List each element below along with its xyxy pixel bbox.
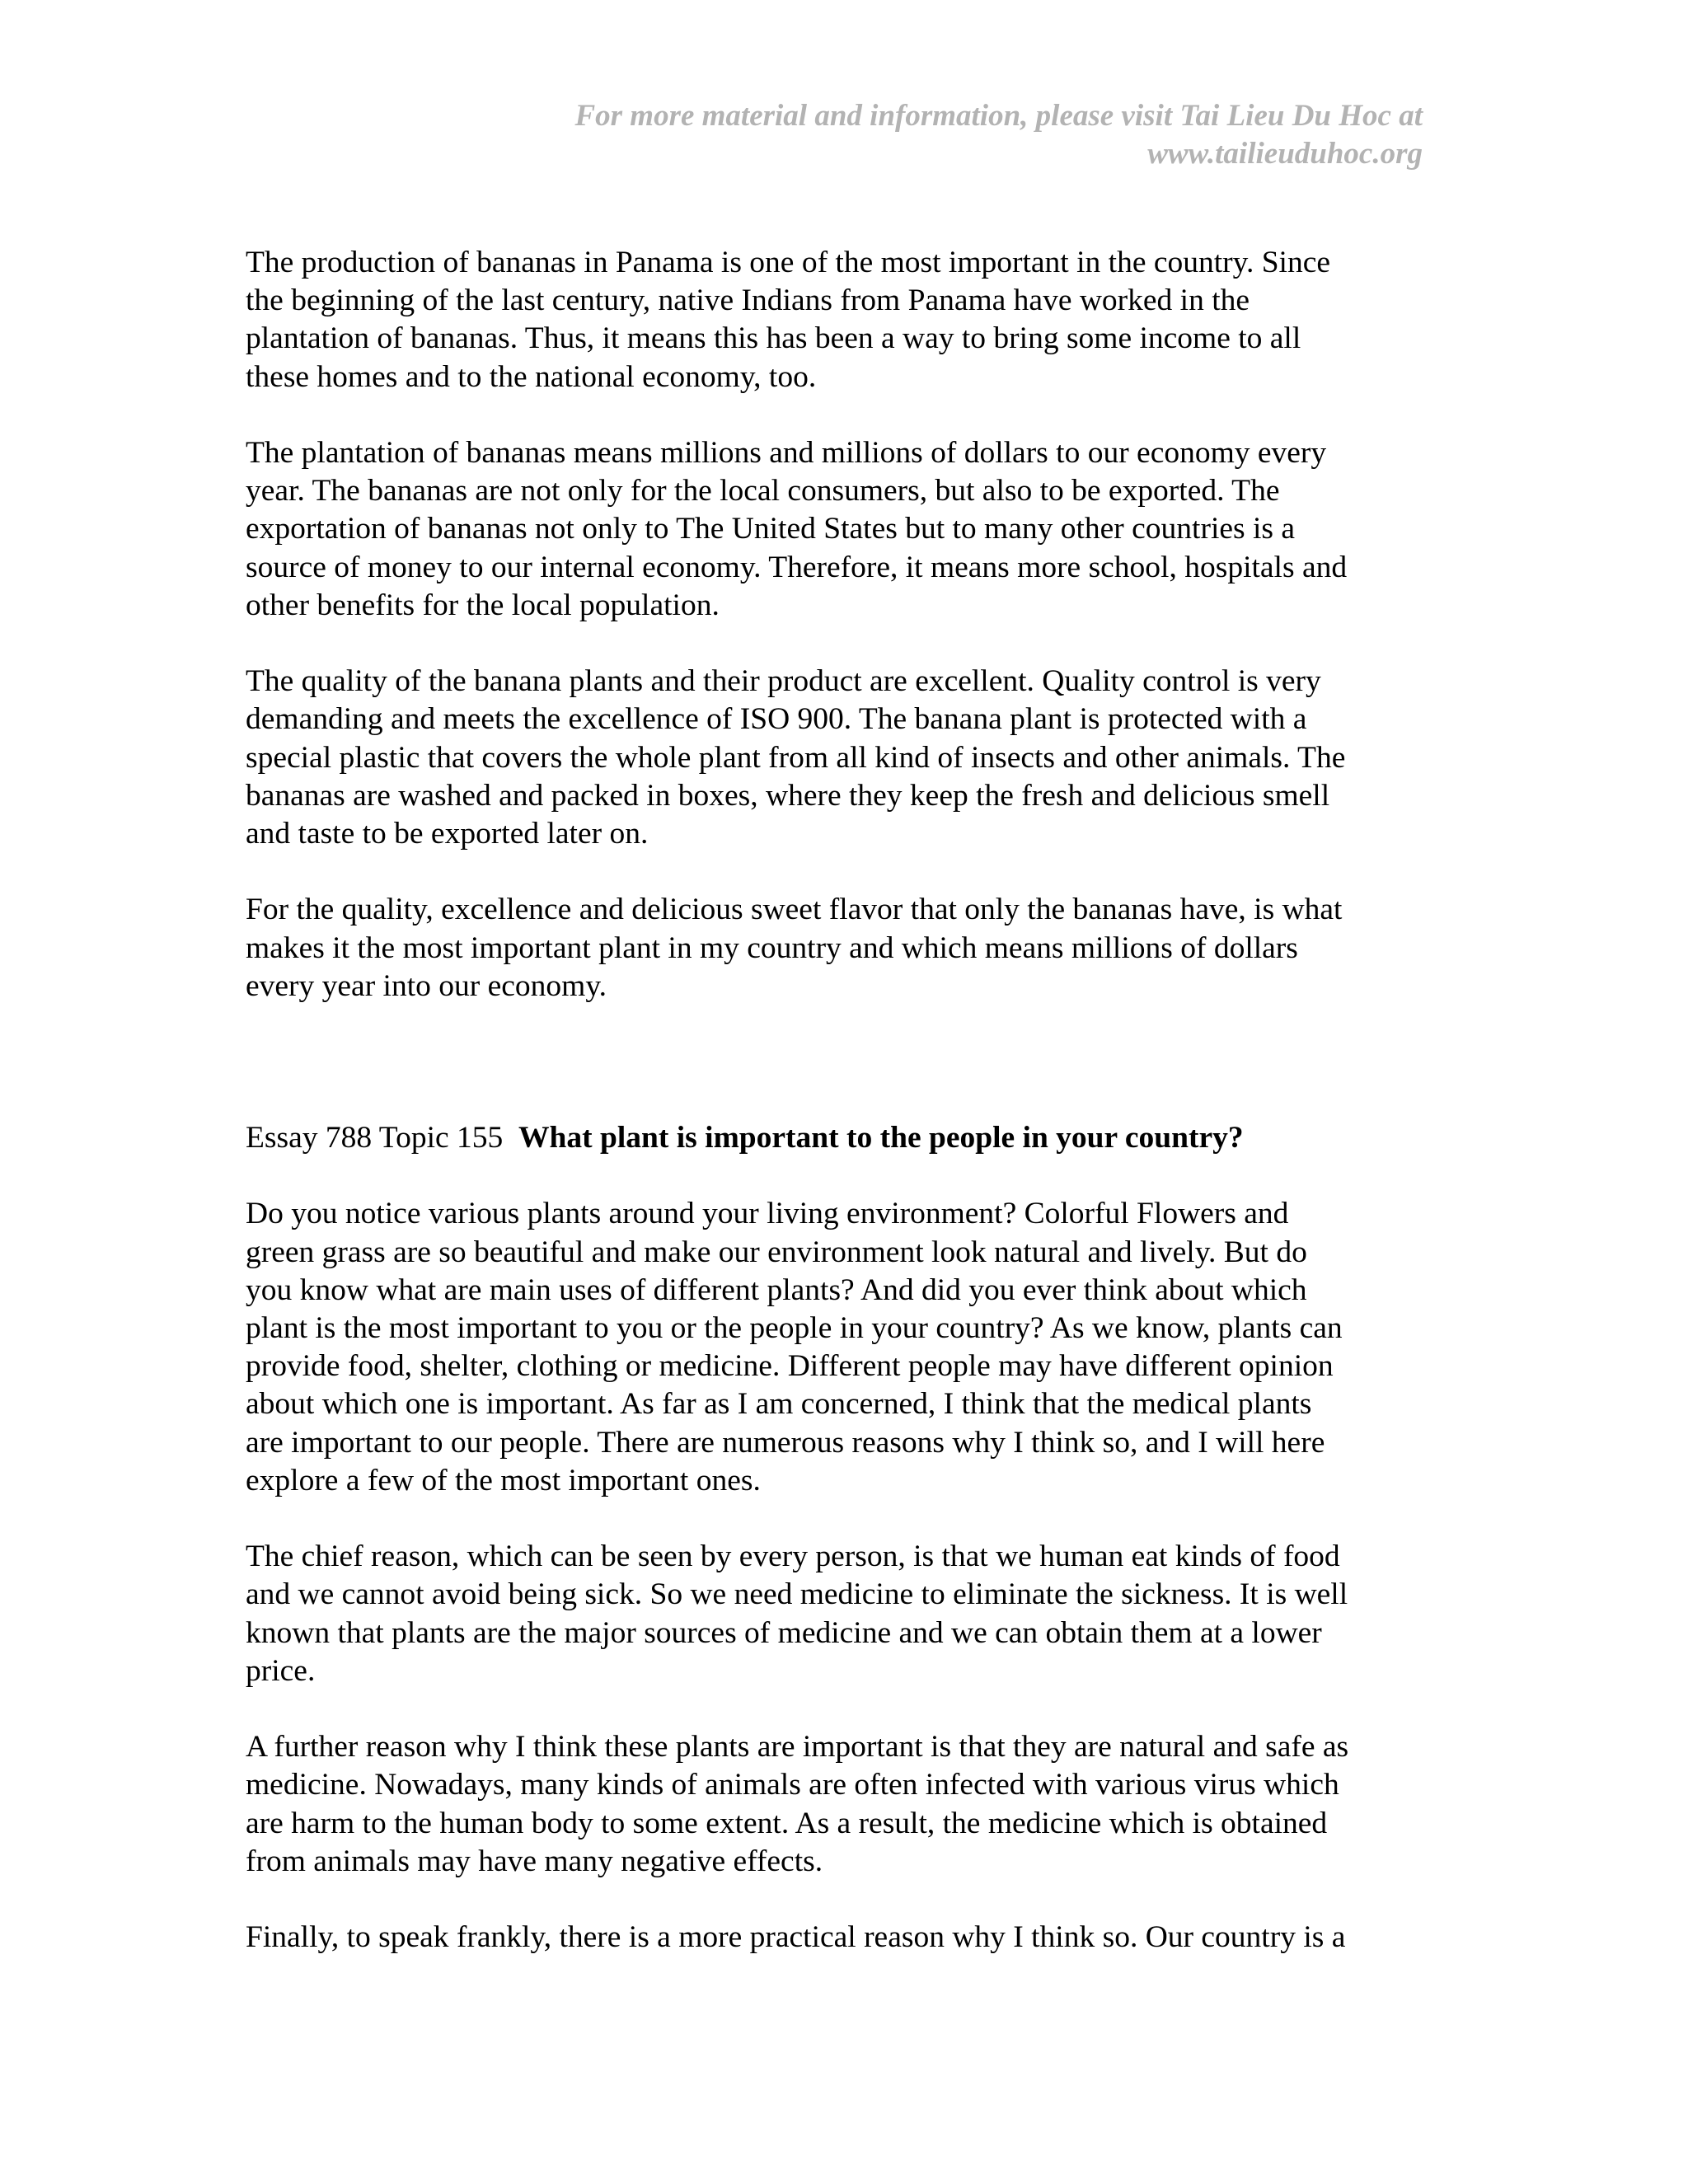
paragraph-essay-intro bbox=[246, 1195, 1432, 1500]
text-line: the beginning of the last century, native Indians from Panama have worked in the bbox=[246, 284, 1250, 318]
text-line: exportation of bananas not only to The United States but to many other countries is a bbox=[246, 512, 1296, 546]
text-line: makes it the most important plant in my country and which means millions of dollars bbox=[246, 930, 1298, 965]
text-line: plantation of bananas. Thus, it means this has been a way to bring some income to all bbox=[246, 321, 1301, 356]
text-line: price. bbox=[246, 1653, 316, 1688]
text-line: For the quality, excellence and delicious sweet flavor that only the bananas have, is what bbox=[246, 893, 1343, 927]
text-line: year. The bananas are not only for the local consumers, but also to be exported. The bbox=[246, 474, 1280, 509]
text-line: bananas are washed and packed in boxes, where they keep the fresh and delicious smell bbox=[246, 778, 1330, 813]
text-line: special plastic that covers the whole plant from all kind of insects and other animals. The bbox=[246, 740, 1346, 775]
text-line: from animals may have many negative effects. bbox=[246, 1844, 823, 1878]
text-line: other benefits for the local population. bbox=[246, 588, 720, 622]
watermark-header bbox=[434, 97, 1423, 173]
text-line: and we cannot avoid being sick. So we need medicine to eliminate the sickness. It is well bbox=[246, 1577, 1348, 1612]
text-line: plant is the most important to you or the people in your country? As we know, plants can bbox=[246, 1311, 1343, 1346]
text-line: The production of bananas in Panama is one of the most important in the country. Since bbox=[246, 246, 1331, 279]
text-line: every year into our economy. bbox=[246, 968, 607, 1003]
text-line: are harm to the human body to some extent. As a result, the medicine which is obtained bbox=[246, 1806, 1328, 1840]
text-line: A further reason why I think these plants are important is that they are natural and safe as bbox=[246, 1730, 1349, 1765]
text-line: and taste to be exported later on. bbox=[246, 817, 649, 851]
paragraph-essay-further-reason bbox=[246, 1728, 1432, 1881]
paragraph-banana-production bbox=[246, 244, 1432, 396]
text-line: provide food, shelter, clothing or medicine. Different people may have different opinion bbox=[246, 1349, 1334, 1384]
text-line: Do you notice various plants around your living environment? Colorful Flowers and bbox=[246, 1197, 1289, 1231]
essay-heading bbox=[246, 1119, 1432, 1157]
watermark-line-1: For more material and information, please visit Tai Lieu Du Hoc at bbox=[574, 99, 1423, 133]
text-line: Finally, to speak frankly, there is a more practical reason why I think so. Our country is a bbox=[246, 1920, 1346, 1955]
document-body bbox=[246, 244, 1432, 1995]
text-line: are important to our people. There are numerous reasons why I think so, and I will here bbox=[246, 1425, 1325, 1460]
paragraph-banana-quality bbox=[246, 663, 1432, 853]
text-line: medicine. Nowadays, many kinds of animals are often infected with various virus which bbox=[246, 1768, 1339, 1802]
essay-label: Essay 788 Topic 155 bbox=[246, 1121, 504, 1155]
essay-title: What plant is important to the people in your country? bbox=[518, 1121, 1244, 1155]
text-line: The chief reason, which can be seen by every person, is that we human eat kinds of food bbox=[246, 1540, 1340, 1574]
watermark-line-2: www.tailieuduhoc.org bbox=[1147, 137, 1423, 171]
paragraph-banana-conclusion bbox=[246, 891, 1432, 1005]
paragraph-essay-final-reason bbox=[246, 1919, 1432, 1957]
text-line: The quality of the banana plants and their product are excellent. Quality control is very bbox=[246, 664, 1321, 699]
text-line: these homes and to the national economy, too. bbox=[246, 359, 817, 394]
text-line: demanding and meets the excellence of ISO 900. The banana plant is protected with a bbox=[246, 702, 1307, 737]
text-line: source of money to our internal economy. Therefore, it means more school, hospitals and bbox=[246, 550, 1348, 584]
text-line: known that plants are the major sources of medicine and we can obtain them at a lower bbox=[246, 1615, 1322, 1650]
text-line: green grass are so beautiful and make our environment look natural and lively. But do bbox=[246, 1235, 1307, 1269]
paragraph-banana-economy bbox=[246, 434, 1432, 625]
paragraph-essay-chief-reason bbox=[246, 1538, 1432, 1690]
text-line: about which one is important. As far as I am concerned, I think that the medical plants bbox=[246, 1387, 1312, 1422]
text-line: you know what are main uses of different plants? And did you ever think about which bbox=[246, 1272, 1307, 1307]
text-line: The plantation of bananas means millions and millions of dollars to our economy every bbox=[246, 436, 1327, 470]
text-line: explore a few of the most important ones. bbox=[246, 1463, 761, 1497]
